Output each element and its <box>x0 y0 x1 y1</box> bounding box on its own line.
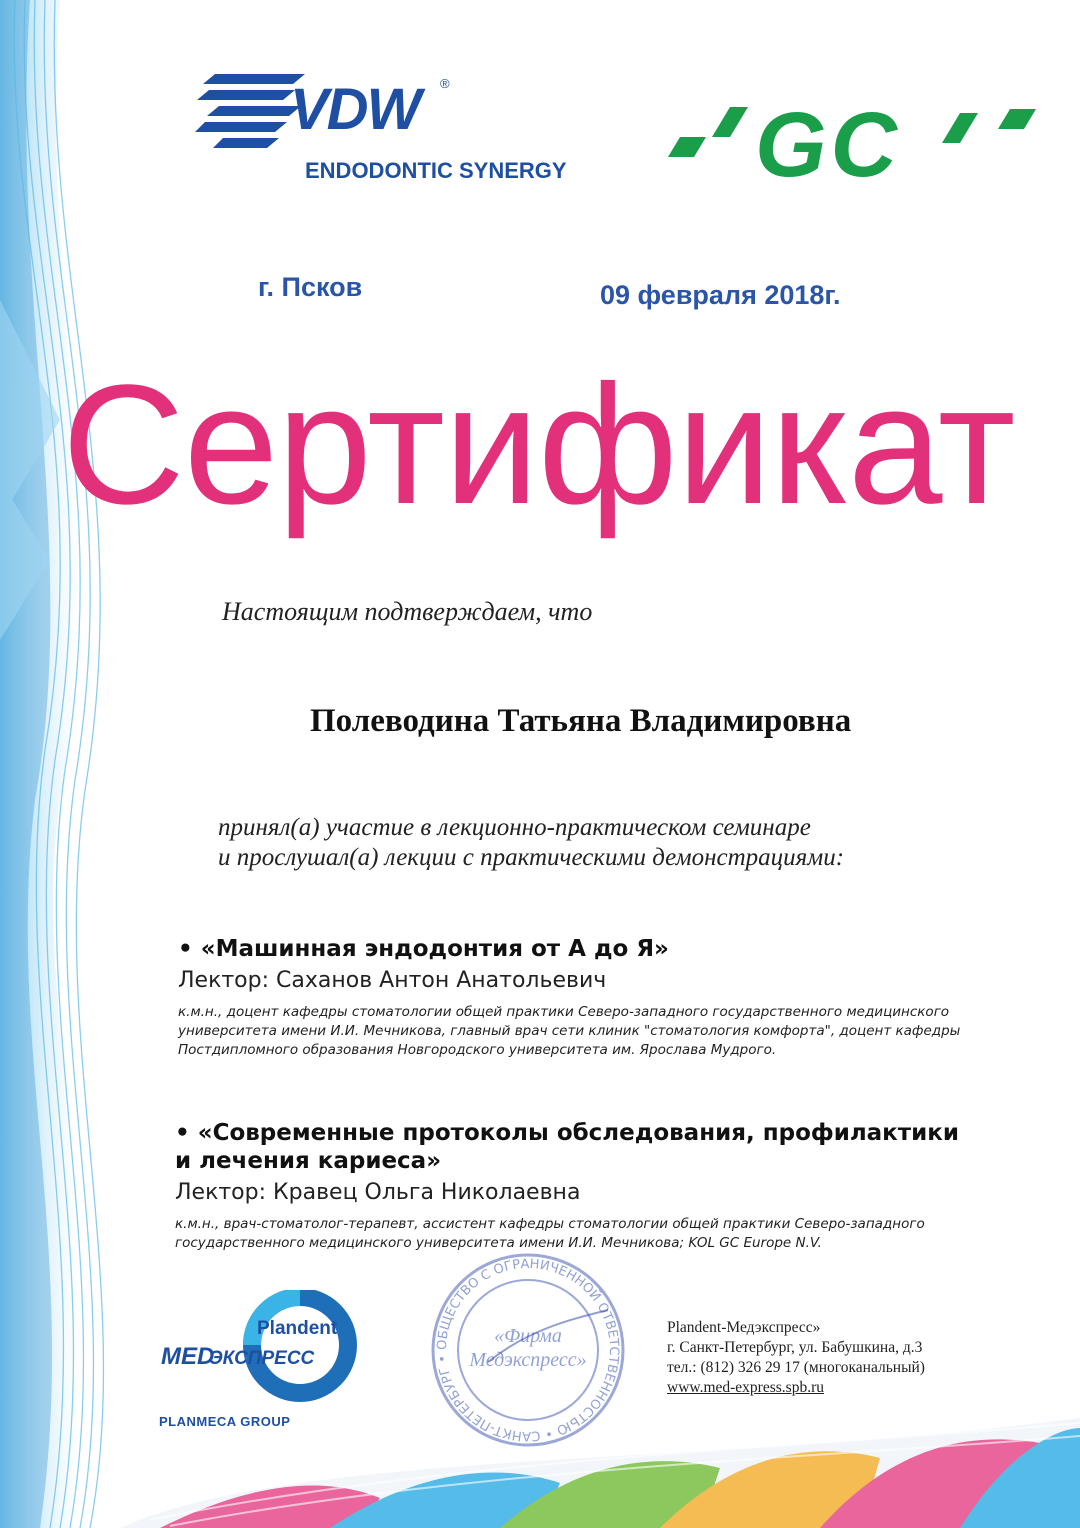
participation-text <box>218 813 938 873</box>
company-address: г. Санкт-Петербург, ул. Бабушкина, д.3 <box>667 1339 923 1356</box>
stamp-ring-text: ОБЩЕСТВО С ОГРАНИЧЕННОЙ ОТВЕТСТВЕННОСТЬЮ • САНКТ-ПЕТЕРБУРГ • <box>434 1256 622 1444</box>
left-wave-decoration <box>0 0 140 1528</box>
course-item <box>175 1120 1025 1253</box>
participant-name: Полеводина Татьяна Владимировна <box>310 703 852 739</box>
gc-wordmark: GC <box>755 94 901 196</box>
date: 09 февраля 2018г. <box>600 280 841 310</box>
city: г. Псков <box>258 272 363 302</box>
certificate-title: Сертификат <box>62 350 1015 540</box>
company-name: Plandent-Медэкспресс» <box>667 1319 821 1336</box>
lecturer-bio: к.м.н., врач-стоматолог-терапевт, ассистент кафедры стоматологии общей практики Северо-западного государственного медицинского университета имени И.И. Мечникова; KOL GC Europe N.V. <box>175 1216 925 1251</box>
participation-line: принял(а) участие в лекционно-практическом семинаре <box>218 814 811 841</box>
express-label: ЭКСПРЕСС <box>209 1348 315 1369</box>
course-item <box>178 936 1018 1060</box>
confirm-text: Настоящим подтверждаем, что <box>222 597 593 626</box>
stamp-center-line: Медэкспресс» <box>469 1349 587 1371</box>
stamp-seal-icon <box>418 1250 638 1450</box>
course-title: • «Современные протоколы обследования, профилактики <box>175 1120 959 1146</box>
vdw-lightning-icon <box>195 70 305 150</box>
stamp-center-line: «Фирма <box>494 1325 562 1347</box>
company-phone: тел.: (812) 326 29 17 (многоканальный) <box>667 1359 925 1376</box>
plandent-label: Plandent <box>257 1318 338 1339</box>
med-label: MED <box>161 1343 215 1370</box>
vdw-tagline: ENDODONTIC SYNERGY <box>305 158 567 183</box>
course-lecturer: Лектор: Кравец Ольга Николаевна <box>175 1180 581 1205</box>
bullet-icon: • <box>178 936 201 962</box>
company-info <box>667 1318 925 1398</box>
course-title: • «Машинная эндодонтия от А до Я» <box>178 936 669 962</box>
vdw-logo <box>195 70 575 190</box>
registered-mark: ® <box>440 76 450 91</box>
gc-logo <box>660 95 1050 195</box>
company-stamp <box>418 1250 638 1450</box>
vdw-wordmark: VDW <box>290 77 420 142</box>
participation-line: и прослушал(а) лекции с практическими демонстрациями: <box>218 844 845 871</box>
course-lecturer: Лектор: Саханов Антон Анатольевич <box>178 968 607 993</box>
bullet-icon: • <box>175 1120 198 1146</box>
med-express-logo <box>155 1290 385 1440</box>
planmeca-group-label: PLANMECA GROUP <box>159 1414 291 1429</box>
course-title-cont: и лечения кариеса» <box>175 1148 442 1174</box>
company-website-link[interactable]: www.med-express.spb.ru <box>667 1379 824 1396</box>
lecturer-bio: к.м.н., доцент кафедры стоматологии общей практики Северо-западного государственного медицинского университета имени И.И. Мечникова, главный врач сети клиник "стоматология комфорта", доцент кафедры Постдипломного образования Новгородского университета им. Ярослава Мудрого. <box>178 1004 961 1058</box>
